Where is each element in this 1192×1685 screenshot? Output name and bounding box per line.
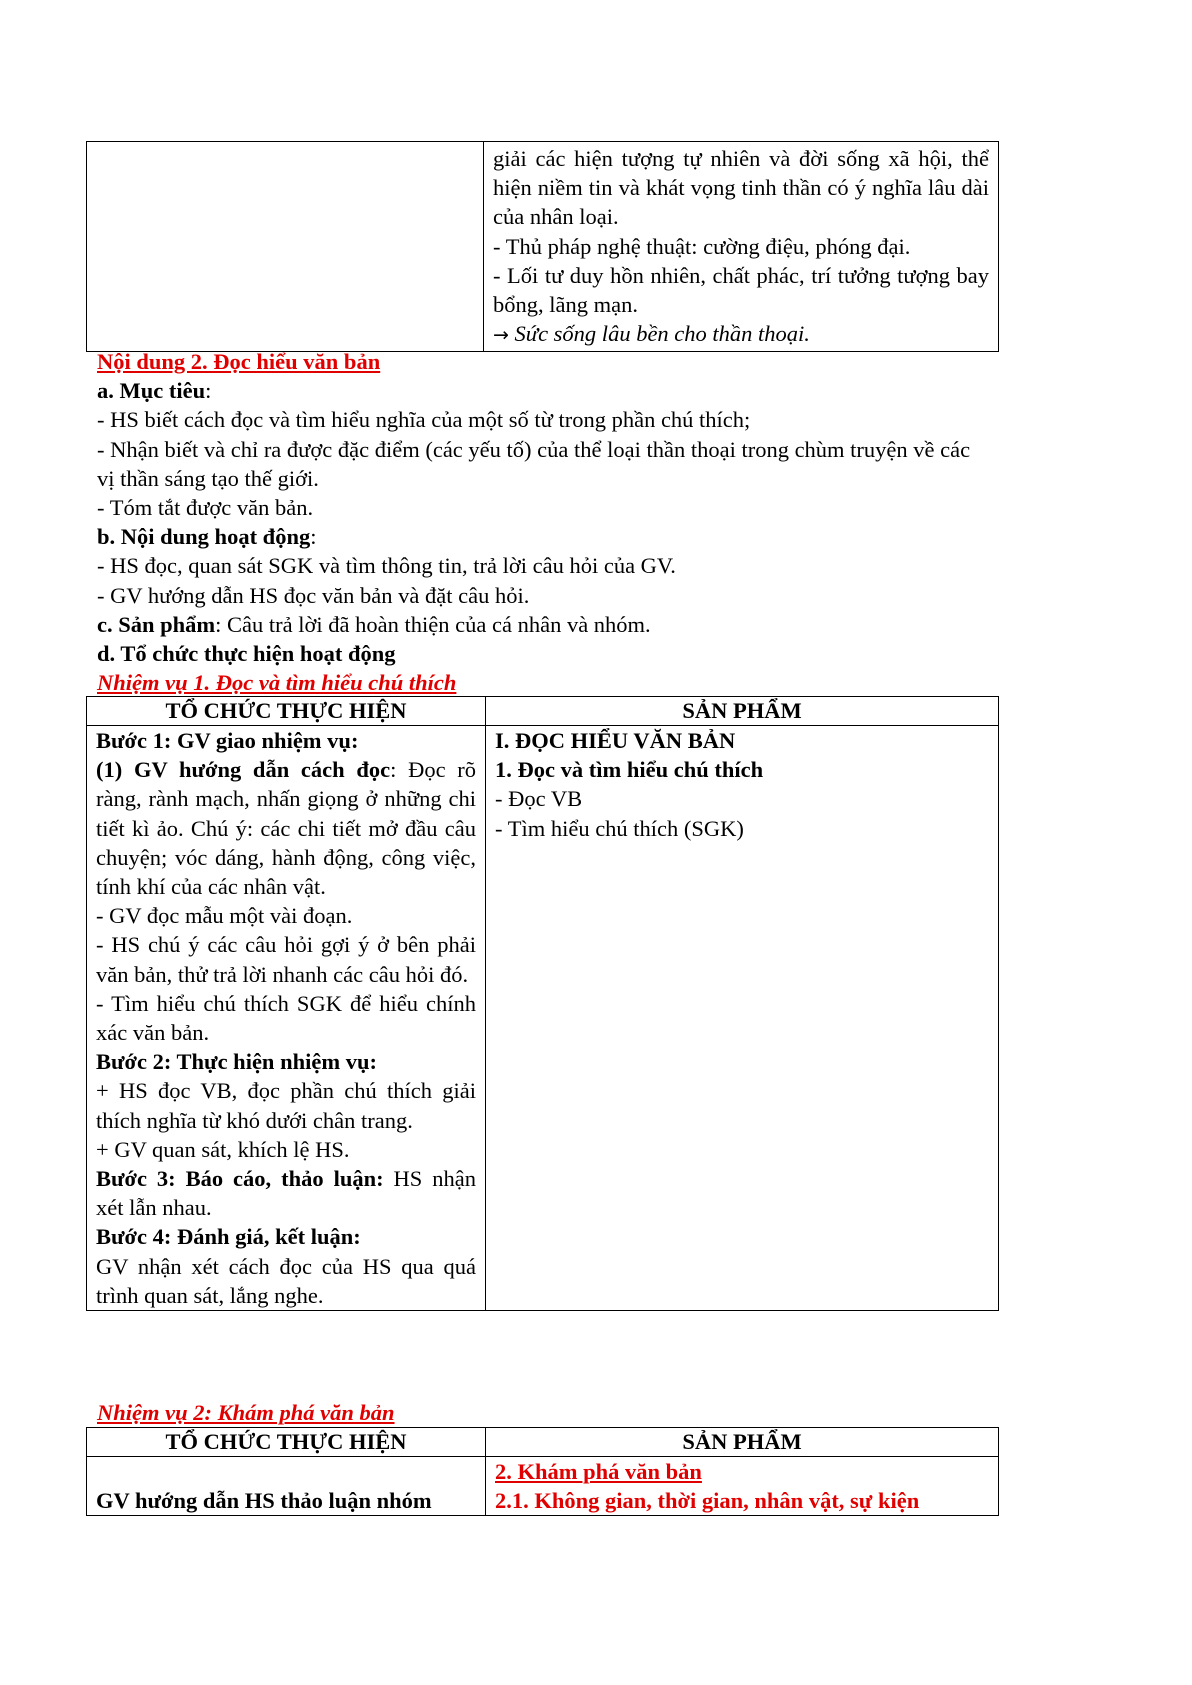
- task1-header-row: [87, 697, 999, 726]
- right-arrow-icon: →: [493, 324, 509, 347]
- objective-item: - HS biết cách đọc và tìm hiểu nghĩa của một số từ trong phần chú thích;: [97, 407, 751, 433]
- section-content: [97, 347, 1097, 697]
- activity-item: - GV hướng dẫn HS đọc văn bản và đặt câu hỏi.: [97, 582, 530, 608]
- task1-body-row: [87, 726, 999, 1311]
- task2-header-row: [87, 1428, 999, 1457]
- summary-line-3: - Lối tư duy hồn nhiên, chất phác, trí tưởng tượng bay bổng, lãng mạn.: [493, 262, 989, 318]
- activity-item: - HS đọc, quan sát SGK và tìm thông tin, trả lời câu hỏi của GV.: [97, 553, 676, 579]
- task1-title: Nhiệm vụ 1. Đọc và tìm hiểu chú thích: [97, 670, 457, 696]
- product-line: [97, 610, 1097, 639]
- task2-product-subheading: 2.1. Không gian, thời gian, nhân vật, sự kiện: [495, 1488, 920, 1514]
- product-item: - Tìm hiểu chú thích (SGK): [495, 815, 744, 841]
- objective-label-line: [97, 376, 1097, 405]
- activity-label: b. Nội dung hoạt động: [97, 524, 311, 550]
- product-subheading: 1. Đọc và tìm hiểu chú thích: [495, 757, 764, 783]
- objective-label: a. Mục tiêu: [97, 378, 206, 404]
- task2-product-heading: 2. Khám phá văn bản: [495, 1459, 702, 1484]
- col-header-organization: TỔ CHỨC THỰC HIỆN: [87, 697, 486, 726]
- step3-title: Bước 3: Báo cáo, thảo luận:: [96, 1166, 384, 1192]
- col-header-product: SẢN PHẨM: [486, 697, 999, 726]
- product-label: c. Sản phẩm: [97, 611, 216, 637]
- step2-title: Bước 2: Thực hiện nhiệm vụ:: [96, 1049, 377, 1075]
- objective-item: - Nhận biết và chỉ ra được đặc điểm (các yếu tố) của thể loại thần thoại trong chùm truyện về các: [97, 436, 971, 462]
- col-header-organization: TỔ CHỨC THỰC HIỆN: [87, 1428, 486, 1457]
- step3-text: HS nhận xét lẫn nhau.: [96, 1166, 477, 1221]
- task2-body-row: [87, 1457, 999, 1516]
- organization-label: d. Tổ chức thực hiện hoạt động: [97, 641, 396, 667]
- step1-title: Bước 1: GV giao nhiệm vụ:: [96, 728, 359, 753]
- objective-item: vị thần sáng tạo thế giới.: [97, 465, 319, 491]
- step1-item: - HS chú ý các câu hỏi gợi ý ở bên phải văn bản, thử trả lời nhanh các câu hỏi đó.: [96, 932, 476, 987]
- step2-item: + GV quan sát, khích lệ HS.: [96, 1136, 350, 1162]
- product-text: : Câu trả lời đã hoàn thiện của cá nhân và nhóm.: [215, 611, 651, 637]
- summary-line-2: - Thủ pháp nghệ thuật: cường điệu, phóng đại.: [493, 233, 911, 259]
- summary-cell: [484, 142, 999, 352]
- reading-guide-label: (1) GV hướng dẫn cách đọc: [96, 757, 391, 783]
- activity-label-line: [97, 522, 1097, 551]
- step1-item: - GV đọc mẫu một vài đoạn.: [96, 903, 353, 929]
- task1-table: [86, 696, 999, 1311]
- organization-cell: [87, 726, 486, 1311]
- product-cell: [486, 726, 999, 1311]
- activity-colon: :: [310, 524, 317, 550]
- conclusion-text: Sức sống lâu bền cho thần thoại.: [514, 321, 810, 347]
- task2-product-cell: [486, 1457, 999, 1516]
- continuation-table: [86, 141, 999, 352]
- step1-item: - Tìm hiểu chú thích SGK để hiểu chính xác văn bản.: [96, 990, 476, 1046]
- step3: [96, 1164, 476, 1222]
- step2-item: + HS đọc VB, đọc phần chú thích giải thích nghĩa từ khó dưới chân trang.: [96, 1078, 476, 1133]
- objective-item: - Tóm tắt được văn bản.: [97, 495, 314, 521]
- col-header-product: SẢN PHẨM: [486, 1428, 999, 1457]
- empty-left-cell: [87, 142, 484, 352]
- step4-text: GV nhận xét cách đọc của HS qua quá trình quan sát, lắng nghe.: [96, 1253, 476, 1308]
- reading-guide-text: : Đọc rõ ràng, rành mạch, nhấn giọng ở những chi tiết kì ảo. Chú ý: các chi tiết mở đầu câu chuyện; vóc dáng, hành động, công việc, tính khí của các nhân vật.: [96, 757, 476, 900]
- step4-title: Bước 4: Đánh giá, kết luận:: [96, 1224, 361, 1250]
- product-item: - Đọc VB: [495, 786, 583, 812]
- task2-title: Nhiệm vụ 2: Khám phá văn bản: [97, 1400, 395, 1425]
- summary-line-1: giải các hiện tượng tự nhiên và đời sống xã hội, thể hiện niềm tin và khát vọng tinh thần có ý nghĩa lâu dài của nhân loại.: [493, 146, 989, 230]
- task2-table: [86, 1427, 999, 1516]
- objective-colon: :: [205, 378, 212, 404]
- task2-organization-cell: [87, 1457, 486, 1516]
- reading-guide: [96, 755, 476, 901]
- product-heading: I. ĐỌC HIỂU VĂN BẢN: [495, 728, 736, 753]
- summary-conclusion: [493, 319, 989, 350]
- section-heading: Nội dung 2. Đọc hiểu văn bản: [97, 349, 381, 374]
- task2-left-text: GV hướng dẫn HS thảo luận nhóm: [96, 1488, 432, 1514]
